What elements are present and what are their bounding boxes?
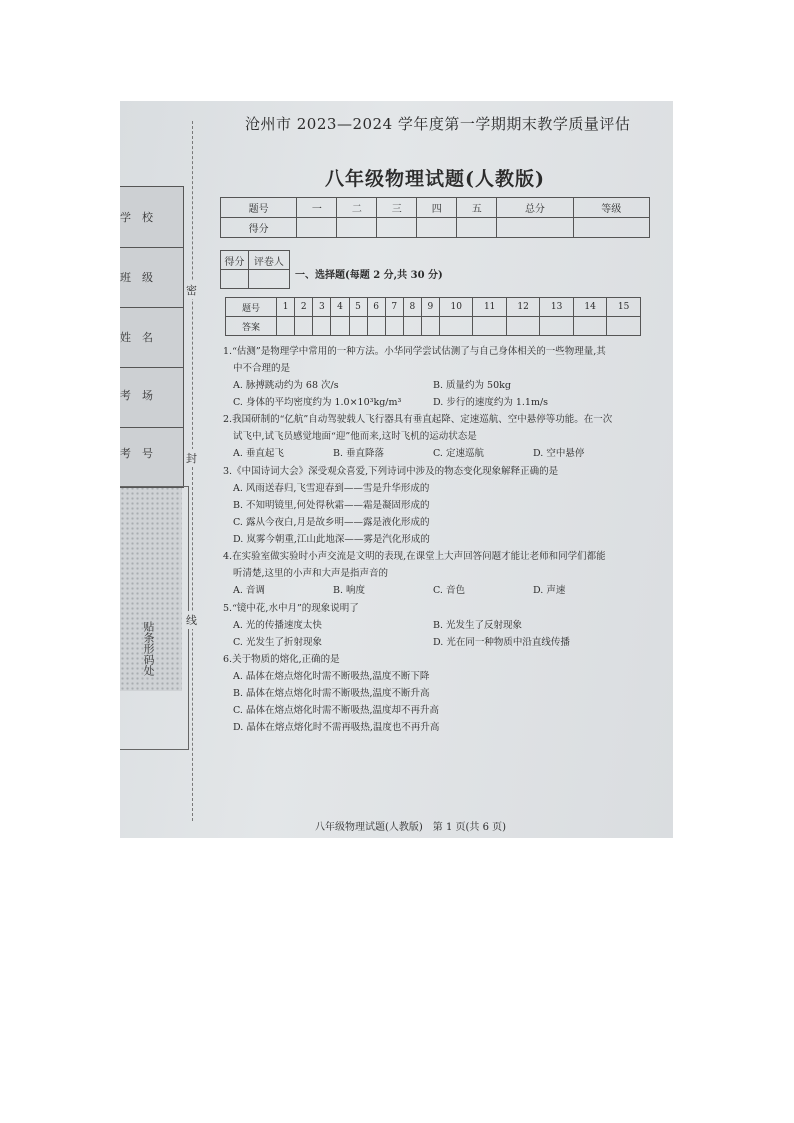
question-option: A. 音调: [233, 585, 265, 596]
score-cell: [457, 218, 497, 238]
field-school: 学 校: [120, 211, 153, 224]
score-header: 题号: [221, 198, 297, 218]
score-header: 一: [297, 198, 337, 218]
cut-char-feng: 封: [186, 449, 197, 467]
answer-cell: [403, 317, 421, 336]
question-option: C. 光发生了折射现象: [233, 637, 322, 648]
question-stem: 听清楚,这里的小声和大声是指声音的: [233, 568, 389, 579]
answer-cell: [540, 317, 573, 336]
question-option: A. 晶体在熔点熔化时需不断吸热,温度不断下降: [233, 671, 430, 682]
answer-number: 5: [349, 298, 367, 317]
score-cell: [297, 218, 337, 238]
exam-photo: [120, 101, 673, 838]
answer-number: 1: [277, 298, 295, 317]
question-option: A. 垂直起飞: [233, 448, 284, 459]
question-option: B. 不知明镜里,何处得秋霜——霜是凝固形成的: [233, 500, 430, 511]
field-number: 考 号: [120, 447, 153, 460]
question-option: B. 响度: [333, 585, 366, 596]
answer-number: 15: [607, 298, 641, 317]
cut-char-xian: 线: [186, 611, 197, 629]
grader-cell: [248, 270, 289, 289]
question-stem: 4.在实验室做实验时小声交流是文明的表现,在课堂上大声回答问题才能让老师和同学们都能: [223, 551, 606, 562]
question-stem: 中不合理的是: [233, 363, 291, 374]
question-stem: 3.《中国诗词大会》深受观众喜爱,下列诗词中涉及的物态变化现象解释正确的是: [223, 466, 559, 477]
score-header: 三: [377, 198, 417, 218]
score-row-label: 得分: [221, 218, 297, 238]
question-option: D. 空中悬停: [533, 448, 585, 459]
question-option: B. 光发生了反射现象: [433, 620, 523, 631]
question-option: D. 光在同一种物质中沿直线传播: [433, 637, 570, 648]
answer-cell: [331, 317, 349, 336]
answer-cell: [367, 317, 385, 336]
score-cell: [497, 218, 573, 238]
answer-row-label: 答案: [226, 317, 277, 336]
question-stem: 2.我国研制的“亿航”自动驾驶载人飞行器具有垂直起降、定速巡航、空中悬停等功能。在一次: [223, 414, 613, 425]
question-option: C. 晶体在熔点熔化时需不断吸热,温度却不再升高: [233, 705, 439, 716]
grader-header: 得分: [221, 251, 249, 270]
question-option: D. 晶体在熔点熔化时不需再吸热,温度也不再升高: [233, 722, 440, 733]
score-header: 五: [457, 198, 497, 218]
score-header: 总分: [497, 198, 573, 218]
page-footer: 八年级物理试题(人教版) 第 1 页(共 6 页): [315, 822, 507, 833]
info-divider: [120, 367, 183, 368]
question-option: B. 垂直降落: [333, 448, 385, 459]
answer-cell: [421, 317, 439, 336]
answer-number: 2: [295, 298, 313, 317]
answer-row-label: 题号: [226, 298, 277, 317]
question-option: A. 风雨送春归,飞雪迎春到——雪是升华形成的: [233, 483, 430, 494]
question-option: A. 脉搏跳动约为 68 次/s: [233, 380, 339, 391]
answer-cell: [439, 317, 472, 336]
grader-cell: [221, 270, 249, 289]
question-stem: 1.“估测”是物理学中常用的一种方法。小华同学尝试估测了与自己身体相关的一些物理量,其: [223, 346, 606, 357]
answer-number: 6: [367, 298, 385, 317]
barcode-box: [120, 486, 189, 750]
answer-number: 13: [540, 298, 573, 317]
question-stem: 6.关于物质的熔化,正确的是: [223, 654, 340, 665]
score-cell: [337, 218, 377, 238]
question-option: D. 声速: [533, 585, 566, 596]
field-name: 姓 名: [120, 331, 153, 344]
info-divider: [120, 247, 183, 248]
answer-cell: [607, 317, 641, 336]
score-cell: [573, 218, 649, 238]
question-option: B. 晶体在熔点熔化时需不断吸热,温度不断升高: [233, 688, 430, 699]
answer-cell: [349, 317, 367, 336]
score-cell: [417, 218, 457, 238]
barcode-label: 贴条形码处: [142, 621, 155, 676]
question-option: B. 质量约为 50kg: [433, 380, 511, 391]
question-option: C. 身体的平均密度约为 1.0×10³kg/m³: [233, 397, 402, 408]
answer-number: 7: [385, 298, 403, 317]
seal-cut-line: [192, 121, 193, 821]
question-option: A. 光的传播速度太快: [233, 620, 322, 631]
field-room: 考 场: [120, 389, 153, 402]
answer-cell: [295, 317, 313, 336]
answer-cell: [385, 317, 403, 336]
answer-number: 10: [439, 298, 472, 317]
score-header: 等级: [573, 198, 649, 218]
question-option: C. 音色: [433, 585, 465, 596]
info-divider: [120, 307, 183, 308]
question-option: C. 露从今夜白,月是故乡明——露是液化形成的: [233, 517, 430, 528]
student-info-box: [120, 186, 184, 488]
answer-number: 4: [331, 298, 349, 317]
answer-number: 12: [506, 298, 539, 317]
answer-cell: [573, 317, 606, 336]
exam-paper: [215, 101, 673, 838]
exam-title: 沧州市 2023—2024 学年度第一学期期末教学质量评估: [245, 115, 631, 133]
answer-cell: [473, 317, 506, 336]
answer-number: 11: [473, 298, 506, 317]
answer-table: [225, 297, 641, 336]
exam-subtitle: 八年级物理试题(人教版): [325, 168, 545, 190]
answer-cell: [313, 317, 331, 336]
score-header: 四: [417, 198, 457, 218]
section-title: 一、选择题(每题 2 分,共 30 分): [295, 270, 443, 281]
answer-number: 9: [421, 298, 439, 317]
field-class: 班 级: [120, 271, 153, 284]
question-stem: 5.“镜中花,水中月”的现象说明了: [223, 603, 359, 614]
score-table: [220, 197, 650, 238]
grader-table: [220, 250, 290, 289]
answer-cell: [506, 317, 539, 336]
score-header: 二: [337, 198, 377, 218]
question-option: D. 步行的速度约为 1.1m/s: [433, 397, 549, 408]
answer-cell: [277, 317, 295, 336]
answer-number: 14: [573, 298, 606, 317]
cut-char-mi: 密: [186, 281, 197, 299]
info-divider: [120, 427, 183, 428]
answer-number: 8: [403, 298, 421, 317]
answer-number: 3: [313, 298, 331, 317]
question-stem: 试飞中,试飞员感觉地面“迎”他而来,这时飞机的运动状态是: [233, 431, 477, 442]
grader-header: 评卷人: [248, 251, 289, 270]
question-option: D. 岚雾今朝重,江山此地深——雾是汽化形成的: [233, 534, 430, 545]
question-option: C. 定速巡航: [433, 448, 484, 459]
score-cell: [377, 218, 417, 238]
